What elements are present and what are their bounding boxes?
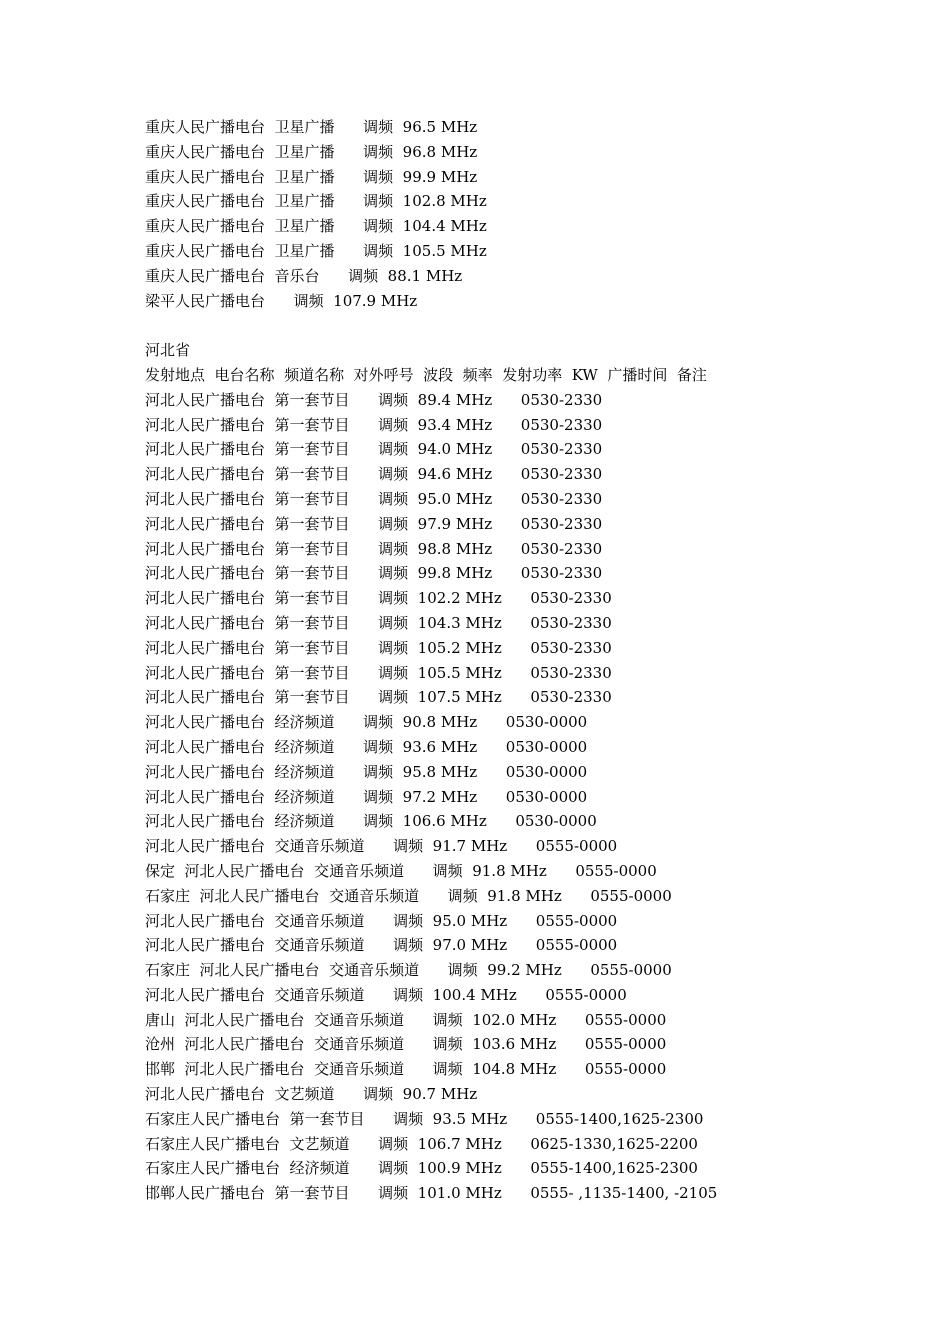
station-line: 河北人民广播电台 第一套节目 调频 94.0 MHz 0530-2330 [145,440,603,459]
station-line: 河北人民广播电台 经济频道 调频 97.2 MHz 0530-0000 [145,787,588,806]
station-line: 河北人民广播电台 交通音乐频道 调频 95.0 MHz 0555-0000 [145,911,618,930]
station-line: 石家庄人民广播电台 第一套节目 调频 93.5 MHz 0555-1400,1625-2300 [145,1109,704,1128]
station-line: 邯郸人民广播电台 第一套节目 调频 101.0 MHz 0555- ,1135-1400, -2105 [145,1184,718,1203]
station-line: 石家庄 河北人民广播电台 交通音乐频道 调频 99.2 MHz 0555-0000 [145,961,672,980]
station-line: 河北人民广播电台 第一套节目 调频 107.5 MHz 0530-2330 [145,688,612,707]
station-line: 河北人民广播电台 经济频道 调频 95.8 MHz 0530-0000 [145,762,588,781]
station-line: 河北人民广播电台 第一套节目 调频 89.4 MHz 0530-2330 [145,390,603,409]
station-line: 沧州 河北人民广播电台 交通音乐频道 调频 103.6 MHz 0555-0000 [145,1035,667,1054]
document-page [145,115,905,1206]
station-line: 石家庄人民广播电台 经济频道 调频 100.9 MHz 0555-1400,1625-2300 [145,1159,698,1178]
station-line: 河北人民广播电台 文艺频道 调频 90.7 MHz [145,1085,478,1104]
station-line: 重庆人民广播电台 卫星广播 调频 96.8 MHz [145,142,478,161]
section-heading-hebei: 河北省 [145,341,191,360]
station-line: 河北人民广播电台 第一套节目 调频 93.4 MHz 0530-2330 [145,415,603,434]
station-line: 邯郸 河北人民广播电台 交通音乐频道 调频 104.8 MHz 0555-0000 [145,1060,667,1079]
station-line: 唐山 河北人民广播电台 交通音乐频道 调频 102.0 MHz 0555-0000 [145,1010,667,1029]
station-line: 河北人民广播电台 第一套节目 调频 97.9 MHz 0530-2330 [145,514,603,533]
station-line: 河北人民广播电台 第一套节目 调频 105.2 MHz 0530-2330 [145,638,612,657]
station-line: 梁平人民广播电台 调频 107.9 MHz [145,291,418,310]
station-line: 河北人民广播电台 经济频道 调频 93.6 MHz 0530-0000 [145,737,588,756]
station-line: 河北人民广播电台 交通音乐频道 调频 97.0 MHz 0555-0000 [145,936,618,955]
station-line: 河北人民广播电台 第一套节目 调频 105.5 MHz 0530-2330 [145,663,612,682]
station-line: 河北人民广播电台 第一套节目 调频 98.8 MHz 0530-2330 [145,539,603,558]
hebei-station-list [145,388,905,1206]
station-line: 河北人民广播电台 交通音乐频道 调频 91.7 MHz 0555-0000 [145,837,618,856]
station-line: 河北人民广播电台 第一套节目 调频 95.0 MHz 0530-2330 [145,489,603,508]
station-line: 河北人民广播电台 第一套节目 调频 104.3 MHz 0530-2330 [145,613,612,632]
station-line: 重庆人民广播电台 音乐台 调频 88.1 MHz [145,266,463,285]
station-line: 河北人民广播电台 第一套节目 调频 102.2 MHz 0530-2330 [145,589,612,608]
station-line: 重庆人民广播电台 卫星广播 调频 96.5 MHz [145,118,478,136]
column-header-row: 发射地点 电台名称 频道名称 对外呼号 波段 频率 发射功率 KW 广播时间 备注 [145,365,707,384]
station-line: 重庆人民广播电台 卫星广播 调频 102.8 MHz [145,192,487,211]
station-line: 河北人民广播电台 交通音乐频道 调频 100.4 MHz 0555-0000 [145,985,627,1004]
station-line: 重庆人民广播电台 卫星广播 调频 104.4 MHz [145,217,487,236]
chongqing-station-list [145,115,905,313]
station-line: 石家庄人民广播电台 文艺频道 调频 106.7 MHz 0625-1330,1625-2200 [145,1134,698,1153]
station-line: 保定 河北人民广播电台 交通音乐频道 调频 91.8 MHz 0555-0000 [145,861,657,880]
station-line: 河北人民广播电台 经济频道 调频 106.6 MHz 0530-0000 [145,812,597,831]
section-spacer [145,313,905,338]
station-line: 重庆人民广播电台 卫星广播 调频 99.9 MHz [145,167,478,186]
station-line: 重庆人民广播电台 卫星广播 调频 105.5 MHz [145,241,487,260]
station-line: 石家庄 河北人民广播电台 交通音乐频道 调频 91.8 MHz 0555-0000 [145,886,672,905]
station-line: 河北人民广播电台 第一套节目 调频 99.8 MHz 0530-2330 [145,564,603,583]
station-line: 河北人民广播电台 经济频道 调频 90.8 MHz 0530-0000 [145,713,588,732]
station-line: 河北人民广播电台 第一套节目 调频 94.6 MHz 0530-2330 [145,465,603,484]
